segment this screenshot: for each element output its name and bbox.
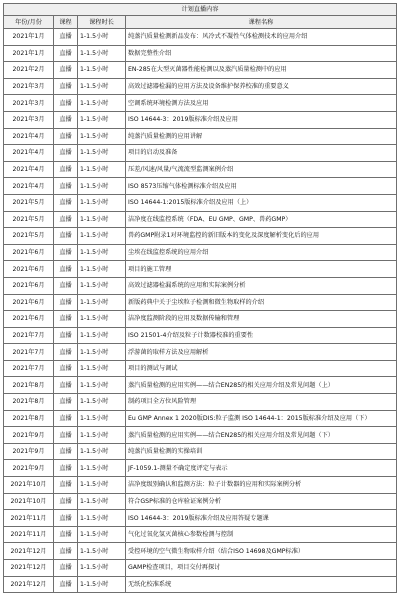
cell-course-name: 洁净度级别确认和监测方法：粒子计数器的应用和实际案例分析: [126, 477, 397, 494]
cell-month: 2021年6月: [4, 294, 54, 311]
cell-course-name: JF-1059.1-测量不确定度评定与表示: [126, 460, 397, 477]
cell-course-name: ISO 21501-4介绍及粒子计数器校准的重要性: [126, 327, 397, 344]
cell-course-type: 直播: [54, 377, 78, 394]
cell-course-name: 纯蒸汽质量检测新品发布：风冷式不凝性气体检测技术的应用介绍: [126, 29, 397, 46]
cell-course-type: 直播: [54, 493, 78, 510]
cell-duration: 1-1.5小时: [78, 228, 126, 245]
column-header-course: 课程: [54, 16, 78, 29]
cell-month: 2021年4月: [4, 128, 54, 145]
cell-duration: 1-1.5小时: [78, 294, 126, 311]
cell-course-type: 直播: [54, 161, 78, 178]
table-row: [4, 493, 397, 510]
cell-month: 2021年8月: [4, 410, 54, 427]
table-row: [4, 277, 397, 294]
cell-course-type: 直播: [54, 460, 78, 477]
cell-month: 2021年3月: [4, 95, 54, 112]
cell-month: 2021年4月: [4, 178, 54, 195]
cell-course-name: GAMP检查项目，项目交付再探讨: [126, 560, 397, 577]
table-row: [4, 510, 397, 527]
table-row: [4, 311, 397, 328]
cell-duration: 1-1.5小时: [78, 95, 126, 112]
cell-duration: 1-1.5小时: [78, 128, 126, 145]
cell-duration: 1-1.5小时: [78, 427, 126, 444]
column-header-row: [4, 16, 397, 29]
table-row: [4, 443, 397, 460]
table-row: [4, 29, 397, 46]
table-row: [4, 460, 397, 477]
table-row: [4, 477, 397, 494]
cell-duration: 1-1.5小时: [78, 560, 126, 577]
cell-course-type: 直播: [54, 576, 78, 593]
cell-course-type: 直播: [54, 145, 78, 162]
cell-month: 2021年5月: [4, 211, 54, 228]
cell-course-type: 直播: [54, 427, 78, 444]
cell-duration: 1-1.5小时: [78, 327, 126, 344]
table-row: [4, 410, 397, 427]
cell-course-type: 直播: [54, 477, 78, 494]
cell-course-name: 制药项目全方位风险管理: [126, 394, 397, 411]
cell-course-name: 项目的启动及准备: [126, 145, 397, 162]
table-row: [4, 228, 397, 245]
cell-duration: 1-1.5小时: [78, 62, 126, 79]
cell-course-name: 项目的施工管理: [126, 261, 397, 278]
table-row: [4, 211, 397, 228]
cell-duration: 1-1.5小时: [78, 194, 126, 211]
table-row: [4, 344, 397, 361]
cell-duration: 1-1.5小时: [78, 377, 126, 394]
table-row: [4, 128, 397, 145]
cell-month: 2021年10月: [4, 493, 54, 510]
table-row: [4, 178, 397, 195]
cell-course-name: 项目的测试与调试: [126, 360, 397, 377]
cell-course-name: 无纸化校准系统: [126, 576, 397, 593]
cell-duration: 1-1.5小时: [78, 576, 126, 593]
cell-duration: 1-1.5小时: [78, 178, 126, 195]
table-body: [4, 29, 397, 593]
cell-month: 2021年2月: [4, 62, 54, 79]
cell-course-type: 直播: [54, 45, 78, 62]
cell-duration: 1-1.5小时: [78, 161, 126, 178]
cell-duration: 1-1.5小时: [78, 261, 126, 278]
cell-month: 2021年11月: [4, 526, 54, 543]
cell-course-name: 兽药GMP附录1对环境监控的新旧版本的变化及深度解析变化后的应用: [126, 228, 397, 245]
cell-month: 2021年8月: [4, 394, 54, 411]
cell-course-type: 直播: [54, 178, 78, 195]
cell-course-name: 受控环境的空气微生物取样介绍（结合ISO 14698及GMP标准）: [126, 543, 397, 560]
cell-course-type: 直播: [54, 294, 78, 311]
table-row: [4, 111, 397, 128]
live-schedule-table: [3, 3, 397, 593]
cell-duration: 1-1.5小时: [78, 360, 126, 377]
cell-course-name: 新版药典中关于尘埃粒子检测和微生物取样的介绍: [126, 294, 397, 311]
cell-course-type: 直播: [54, 311, 78, 328]
cell-course-type: 直播: [54, 228, 78, 245]
cell-course-name: 浮游菌的取样方法及应用解析: [126, 344, 397, 361]
cell-duration: 1-1.5小时: [78, 443, 126, 460]
cell-course-type: 直播: [54, 194, 78, 211]
cell-month: 2021年9月: [4, 443, 54, 460]
cell-course-type: 直播: [54, 327, 78, 344]
cell-course-name: 数据完整性介绍: [126, 45, 397, 62]
cell-month: 2021年6月: [4, 311, 54, 328]
table-row: [4, 543, 397, 560]
cell-course-type: 直播: [54, 526, 78, 543]
table-row: [4, 244, 397, 261]
cell-course-name: ISO 14644-3：2019版标准介绍及应用答疑专题课: [126, 510, 397, 527]
table-row: [4, 194, 397, 211]
cell-duration: 1-1.5小时: [78, 510, 126, 527]
cell-month: 2021年12月: [4, 560, 54, 577]
cell-duration: 1-1.5小时: [78, 145, 126, 162]
cell-duration: 1-1.5小时: [78, 493, 126, 510]
cell-month: 2021年6月: [4, 261, 54, 278]
column-header-duration: 课程时长: [78, 16, 126, 29]
cell-month: 2021年7月: [4, 344, 54, 361]
cell-course-name: ISO 14644-3：2019版标准介绍及应用: [126, 111, 397, 128]
cell-month: 2021年4月: [4, 145, 54, 162]
cell-course-name: 压差/风速/风量/气流流型监测案例介绍: [126, 161, 397, 178]
cell-duration: 1-1.5小时: [78, 211, 126, 228]
cell-course-name: 尘埃在线监控系统的应用介绍: [126, 244, 397, 261]
cell-month: 2021年5月: [4, 194, 54, 211]
column-header-month: 年份/月份: [4, 16, 54, 29]
cell-course-name: ISO 14644-1:2015版标准介绍及应用（上）: [126, 194, 397, 211]
table-row: [4, 95, 397, 112]
table-row: [4, 526, 397, 543]
cell-course-type: 直播: [54, 29, 78, 46]
cell-course-name: 符合GSP标准的仓库验证案例分析: [126, 493, 397, 510]
cell-month: 2021年1月: [4, 45, 54, 62]
cell-month: 2021年12月: [4, 543, 54, 560]
cell-duration: 1-1.5小时: [78, 543, 126, 560]
cell-course-type: 直播: [54, 443, 78, 460]
cell-duration: 1-1.5小时: [78, 29, 126, 46]
cell-course-type: 直播: [54, 244, 78, 261]
table-row: [4, 161, 397, 178]
table-row: [4, 261, 397, 278]
cell-course-name: 空调系统环境检测方法及应用: [126, 95, 397, 112]
cell-duration: 1-1.5小时: [78, 311, 126, 328]
cell-month: 2021年9月: [4, 427, 54, 444]
cell-month: 2021年3月: [4, 78, 54, 95]
cell-duration: 1-1.5小时: [78, 277, 126, 294]
cell-course-type: 直播: [54, 78, 78, 95]
cell-duration: 1-1.5小时: [78, 45, 126, 62]
cell-duration: 1-1.5小时: [78, 410, 126, 427]
cell-course-type: 直播: [54, 360, 78, 377]
cell-course-type: 直播: [54, 95, 78, 112]
cell-month: 2021年5月: [4, 228, 54, 245]
cell-course-type: 直播: [54, 261, 78, 278]
cell-course-type: 直播: [54, 111, 78, 128]
table-title: 计划直播内容: [4, 4, 397, 16]
cell-course-type: 直播: [54, 410, 78, 427]
cell-course-name: 纯蒸汽质量检测的应用讲解: [126, 128, 397, 145]
cell-course-name: 高效过滤器检漏系统的应用和实际案例分析: [126, 277, 397, 294]
table-row: [4, 576, 397, 593]
table-row: [4, 294, 397, 311]
table-row: [4, 62, 397, 79]
cell-course-name: 洁净度在线监控系统（FDA、EU GMP、GMP、兽药GMP）: [126, 211, 397, 228]
cell-month: 2021年7月: [4, 360, 54, 377]
cell-course-type: 直播: [54, 277, 78, 294]
cell-month: 2021年3月: [4, 111, 54, 128]
cell-course-type: 直播: [54, 510, 78, 527]
cell-duration: 1-1.5小时: [78, 111, 126, 128]
cell-duration: 1-1.5小时: [78, 526, 126, 543]
table-row: [4, 394, 397, 411]
table-row: [4, 560, 397, 577]
cell-course-type: 直播: [54, 62, 78, 79]
cell-month: 2021年10月: [4, 477, 54, 494]
cell-course-name: 洁净度监测阶段的应用及数据传输和管理: [126, 311, 397, 328]
cell-course-type: 直播: [54, 344, 78, 361]
cell-month: 2021年4月: [4, 161, 54, 178]
cell-course-type: 直播: [54, 128, 78, 145]
cell-course-name: 高效过滤器检漏的应用方法及设备维护保养校准的重要意义: [126, 78, 397, 95]
cell-course-name: 气化过氧化氢灭菌核心参数检测与控制: [126, 526, 397, 543]
cell-course-name: 蒸汽质量检测的应用实例——结合EN285的相关应用介绍及常见问题（下）: [126, 427, 397, 444]
cell-month: 2021年11月: [4, 510, 54, 527]
cell-month: 2021年7月: [4, 327, 54, 344]
cell-month: 2021年9月: [4, 460, 54, 477]
table-row: [4, 360, 397, 377]
cell-duration: 1-1.5小时: [78, 244, 126, 261]
cell-course-name: Eu GMP Annex 1 2020版DIS:粒子监测 ISO 14644-1：2015版标准介绍及应用（下）: [126, 410, 397, 427]
table-row: [4, 78, 397, 95]
cell-course-type: 直播: [54, 211, 78, 228]
table-row: [4, 145, 397, 162]
cell-course-type: 直播: [54, 543, 78, 560]
cell-month: 2021年6月: [4, 244, 54, 261]
cell-month: 2021年12月: [4, 576, 54, 593]
column-header-course-name: 课程名称: [126, 16, 397, 29]
cell-course-type: 直播: [54, 560, 78, 577]
cell-duration: 1-1.5小时: [78, 477, 126, 494]
cell-course-name: ISO 8573压缩气体检测标准介绍及应用: [126, 178, 397, 195]
table-row: [4, 427, 397, 444]
table-row: [4, 327, 397, 344]
cell-course-name: 蒸汽质量检测的应用实例——结合EN285的相关应用介绍及常见问题（上）: [126, 377, 397, 394]
cell-duration: 1-1.5小时: [78, 394, 126, 411]
cell-duration: 1-1.5小时: [78, 460, 126, 477]
cell-course-name: 纯蒸汽质量检测的实操培训: [126, 443, 397, 460]
cell-month: 2021年1月: [4, 29, 54, 46]
cell-course-type: 直播: [54, 394, 78, 411]
cell-duration: 1-1.5小时: [78, 344, 126, 361]
table-row: [4, 377, 397, 394]
cell-course-name: EN-285在大型灭菌器性能检测以及蒸汽质量检测中的应用: [126, 62, 397, 79]
cell-duration: 1-1.5小时: [78, 78, 126, 95]
cell-month: 2021年8月: [4, 377, 54, 394]
cell-month: 2021年6月: [4, 277, 54, 294]
table-row: [4, 45, 397, 62]
